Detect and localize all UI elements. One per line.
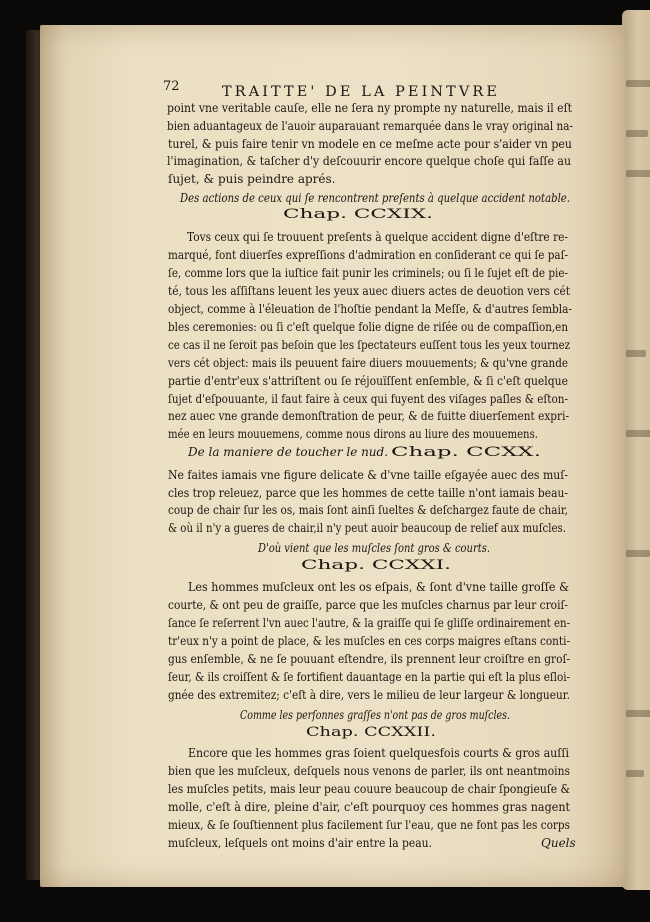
text-line: nez auec vne grande demonſtration de peur, & de fuitte diuerſement expri- [168, 409, 570, 423]
text-line: partie d'entr'eux s'attriſtent ou ſe réjouïſſent enſemble, & ſi c'eſt quelque [168, 374, 568, 388]
text-line: Ne faites iamais vne figure delicate & d'vne taille eſgayée auec des muſ- [168, 468, 569, 482]
text-line: ſeur, & ils croiſſent & ſe fortifient dauantage en la partie qui eſt la plus eſloi- [168, 670, 571, 684]
chapter-number: Chap. CCXIX. [283, 207, 433, 222]
text-line: marqué, font diuerſes expreſſions d'admiration en conſiderant ce qui ſe paſ- [168, 248, 569, 262]
text-line: vers cét object: mais ils peuuent faire diuers mouuements; & qu'vne grande [168, 356, 568, 370]
text-line: Tovs ceux qui ſe trouuent preſents à quelque accident digne d'eſtre re- [187, 230, 569, 244]
text-line: gus enſemble, & ne ſe pouuant eſtendre, ils prennent leur croiſtre en groſ- [168, 652, 571, 666]
text-line: Les hommes muſcleux ont les os eſpais, & ſont d'vne taille groſſe & [188, 580, 570, 594]
text-line: bien que les muſcleux, deſquels nous venons de parler, ils ont neantmoins [168, 764, 571, 778]
text-line: ſance ſe reſerrent l'vn auec l'autre, & la graiſſe qui ſe gliſſe ordinairement en- [168, 616, 571, 630]
text-line: mée en leurs mouuemens, comme nous dirons au liure des mouuemens. [168, 427, 538, 441]
text-line: té, tous les aſſiſtans leuent les yeux auec diuers actes de deuotion vers cét [168, 284, 571, 298]
text-line: molle, c'eſt à dire, pleine d'air, c'eſt pourquoy ces hommes gras nagent [168, 800, 570, 814]
text-line: tr'eux n'y a point de place, & les muſcles en ces corps maigres eſtans conti- [168, 634, 570, 648]
text-line: point vne veritable cauſe, elle ne ſera ny prompte ny naturelle, mais il eſt [167, 101, 573, 115]
text-line: ſujet, & puis peindre aprés. [168, 172, 336, 186]
page-number: 72 [163, 79, 180, 94]
facing-page-edge [622, 10, 650, 890]
chapter-number: Chap. CCXXI. [301, 558, 451, 573]
text-line: bien aduantageux de l'auoir auparauant remarquée dans le vray original na- [167, 119, 574, 133]
text-line: ſujet d'eſpouuante, il faut faire à ceux qui fuyent des viſages paſles & eſton- [168, 392, 568, 406]
text-line: Encore que les hommes gras ſoient quelquesfois courts & gros auſſi [188, 746, 570, 760]
text-line: turel, & puis faire tenir vn modele en ce meſme acte pour s'aider vn peu [168, 137, 572, 151]
text-line: cles trop releuez, parce que les hommes de cette taille n'ont iamais beau- [168, 486, 568, 500]
chapter-title: Des actions de ceux qui ſe rencontrent preſents à quelque accident notable. [180, 191, 571, 205]
chapter-title: Comme les perſonnes graſſes n'ont pas de gros muſcles. [240, 708, 510, 722]
catchword: Quels [541, 836, 576, 850]
text-line: courte, & ont peu de graiſſe, parce que les muſcles charnus par leur croiſ- [168, 598, 568, 612]
text-line: mieux, & ſe ſouſtiennent plus facilement ſur l'eau, que ne font pas les corps [168, 818, 571, 832]
chapter-title: De la maniere de toucher le nud. [188, 445, 389, 459]
text-line: muſcleux, leſquels ont moins d'air entre la peau. [168, 836, 432, 850]
chapter-number: Chap. CCXXII. [306, 725, 436, 740]
text-line: l'imagination, & taſcher d'y deſcouurir encore quelque choſe qui faſſe au [167, 154, 571, 168]
text-line: bles ceremonies: ou ſi c'eſt quelque folie digne de riſée ou de compaſſion,en [168, 320, 569, 334]
text-line: & où il n'y a gueres de chair,il n'y peut auoir beaucoup de relief aux muſcles. [168, 521, 566, 535]
chapter-title: D'où vient que les muſcles ſont gros & courts. [258, 541, 490, 555]
text-line: object, comme à l'éleuation de l'hoſtie pendant la Meſſe, & d'autres ſembla- [168, 302, 572, 316]
text-line: ce cas il ne ſeroit pas beſoin que les ſpectateurs euſſent tous les yeux tournez [168, 338, 571, 352]
chapter-number: Chap. CCXX. [391, 445, 542, 460]
text-line: les muſcles petits, mais leur peau couure beaucoup de chair ſpongieuſe & [168, 782, 571, 796]
text-line: coup de chair ſur les os, mais ſont ainſi ſueltes & deſchargez faute de chair, [168, 503, 568, 517]
text-line: gnée des extremitez; c'eſt à dire, vers le milieu de leur largeur & longueur. [168, 688, 570, 702]
running-head: TRAITTE' DE LA PEINTVRE [222, 84, 501, 100]
text-line: ſe, comme lors que la iuſtice fait punir les criminels; ou ſi le ſujet eſt de pie- [168, 266, 568, 280]
